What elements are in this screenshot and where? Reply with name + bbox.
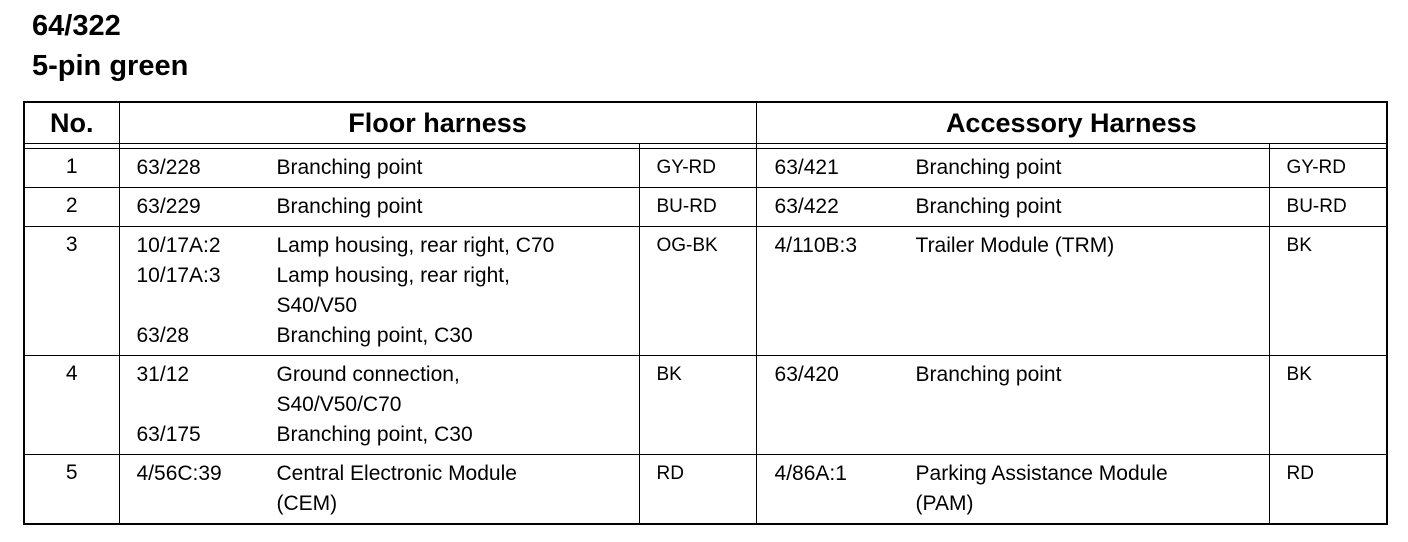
header-accessory-harness: Accessory Harness [756,102,1387,144]
table-row [24,149,1387,188]
component-description: Trailer Module (TRM) [915,234,1115,257]
connection-line [120,291,639,321]
header-no: No. [24,102,119,144]
component-description: S40/V50/C70 [276,393,402,416]
connection-line [757,153,1269,183]
pin-number: 1 [24,149,119,188]
pinout-table [23,101,1388,525]
component-description: Ground connection, [276,363,460,386]
component-code [120,291,277,321]
pin-number: 4 [24,356,119,455]
component-code [120,489,277,519]
connection-line [120,360,639,390]
table-body [24,149,1387,525]
connection-line [120,261,639,291]
accessory-harness-connections [756,455,1269,525]
accessory-harness-connections [756,227,1269,356]
floor-wire-color: OG-BK [639,227,756,356]
accessory-wire-color: RD [1269,455,1387,525]
component-code [757,489,916,519]
table-row [24,227,1387,356]
component-description: Branching point [276,195,423,218]
pin-number: 3 [24,227,119,356]
component-description: Lamp housing, rear right, C70 [276,234,555,257]
accessory-harness-connections [756,149,1269,188]
floor-wire-color: GY-RD [639,149,756,188]
connector-title [32,6,188,86]
pin-number: 5 [24,455,119,525]
component-code: 63/228 [136,156,201,179]
table-row [24,356,1387,455]
connector-id: 64/322 [32,10,121,42]
accessory-wire-color: BK [1269,227,1387,356]
component-code: 31/12 [136,363,190,386]
floor-harness-connections [119,149,639,188]
component-code: 63/420 [774,363,839,386]
component-code: 4/110B:3 [774,234,858,257]
component-description: Branching point [276,156,423,179]
component-code: 4/86A:1 [774,462,847,485]
component-code: 63/422 [774,195,839,218]
component-description: Branching point, C30 [276,324,473,347]
table-row [24,188,1387,227]
connection-line [120,489,639,519]
connection-line [120,192,639,222]
floor-wire-color: RD [639,455,756,525]
connection-line [757,489,1269,519]
connection-line [757,192,1269,222]
table-row [24,455,1387,525]
floor-harness-connections [119,455,639,525]
component-description: Branching point [915,363,1062,386]
component-description: (CEM) [276,492,338,515]
component-code: 63/175 [136,423,201,446]
floor-harness-connections [119,188,639,227]
component-code: 10/17A:3 [136,264,221,287]
component-description: S40/V50 [276,294,358,317]
component-description: (PAM) [915,492,974,515]
component-description: Branching point [915,156,1062,179]
accessory-wire-color: BU-RD [1269,188,1387,227]
component-code: 4/56C:39 [136,462,222,485]
component-description: Branching point, C30 [276,423,473,446]
accessory-wire-color: BK [1269,356,1387,455]
component-code: 10/17A:2 [136,234,221,257]
connection-line [120,420,639,450]
connection-line [120,390,639,420]
connection-line [120,231,639,261]
component-code: 63/28 [136,324,190,347]
floor-harness-connections [119,227,639,356]
floor-harness-connections [119,356,639,455]
connection-line [120,459,639,489]
floor-wire-color: BK [639,356,756,455]
pin-number: 2 [24,188,119,227]
connection-line [757,360,1269,390]
component-description: Branching point [915,195,1062,218]
accessory-harness-connections [756,188,1269,227]
floor-wire-color: BU-RD [639,188,756,227]
component-code: 63/229 [136,195,201,218]
accessory-harness-connections [756,356,1269,455]
connection-line [757,231,1269,261]
connection-line [120,321,639,351]
component-code [120,390,277,420]
connection-line [757,459,1269,489]
component-code: 63/421 [774,156,839,179]
header-row [24,102,1387,144]
header-floor-harness: Floor harness [119,102,756,144]
connection-line [120,153,639,183]
component-description: Central Electronic Module [276,462,517,485]
component-description: Parking Assistance Module [915,462,1168,485]
component-description: Lamp housing, rear right, [276,264,510,287]
accessory-wire-color: GY-RD [1269,149,1387,188]
connector-description: 5-pin green [32,50,189,82]
